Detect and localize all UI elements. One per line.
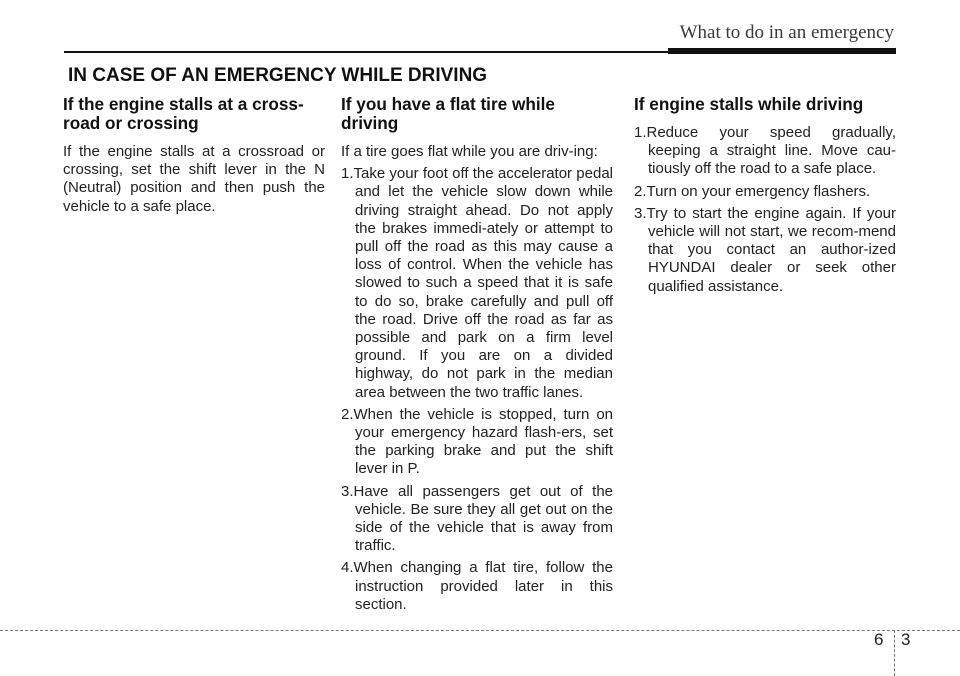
list-item: 3.Try to start the engine again. If your vehicle will not start, we recom-mend that you contact an author-ized HYUNDAI dealer or seek other qualified assistance. [634,204,896,295]
heading-engine-stalls-driving: If engine stalls while driving [634,94,864,114]
page-number-separator [894,630,895,676]
header-rule-accent [668,48,896,54]
list-item: 3.Have all passengers get out of the vehicle. Be sure they all get out on the side of the vehicle that is away from traffic. [341,482,613,555]
body-engine-stalls-crossroad: If the engine stalls at a crossroad or crossing, set the shift lever in the N (Neutral) position and then push the vehicle to a safe place. [63,143,325,215]
chapter-number: 6 [874,630,884,649]
list-item: 2.Turn on your emergency flashers. [634,182,871,200]
list-item: 1.Reduce your speed gradually, keeping a straight line. Move cau-tiously off the road to a safe place. [634,124,896,178]
steps-flat-tire [341,165,613,614]
steps-engine-stalls-driving [634,124,896,296]
list-item: 2.When the vehicle is stopped, turn on your emergency hazard flash-ers, set the parking brake and put the shift lever in P. [341,405,613,478]
heading-flat-tire: If you have a flat tire while driving [341,94,555,133]
column-flat-tire [341,95,613,618]
intro-flat-tire: If a tire goes flat while you are driv-ing: [341,143,598,160]
list-item: 1.Take your foot off the accelerator pedal and let the vehicle slow down while driving straight ahead. Do not apply the brakes immedi-ately or attempt to pull off the road as this may cause a loss of control. When the vehicle has slowed to such a speed that it is safe to do so, brake carefully and pull off the road. Drive off the road as far as possible and park on a firm level ground. If you are on a divided highway, do not park in the median area between the two traffic lanes. [341,165,613,401]
column-engine-stalls-crossroad [63,95,325,216]
page-number: 3 [901,630,911,649]
list-item: 4.When changing a flat tire, follow the instruction provided later in this section. [341,559,613,613]
section-title: IN CASE OF AN EMERGENCY WHILE DRIVING [68,65,488,86]
chapter-title: What to do in an emergency [679,22,894,43]
footer-rule [0,630,960,631]
heading-engine-stalls-crossroad: If the engine stalls at a cross- road or crossing [63,94,304,133]
column-engine-stalls-driving [634,95,896,300]
